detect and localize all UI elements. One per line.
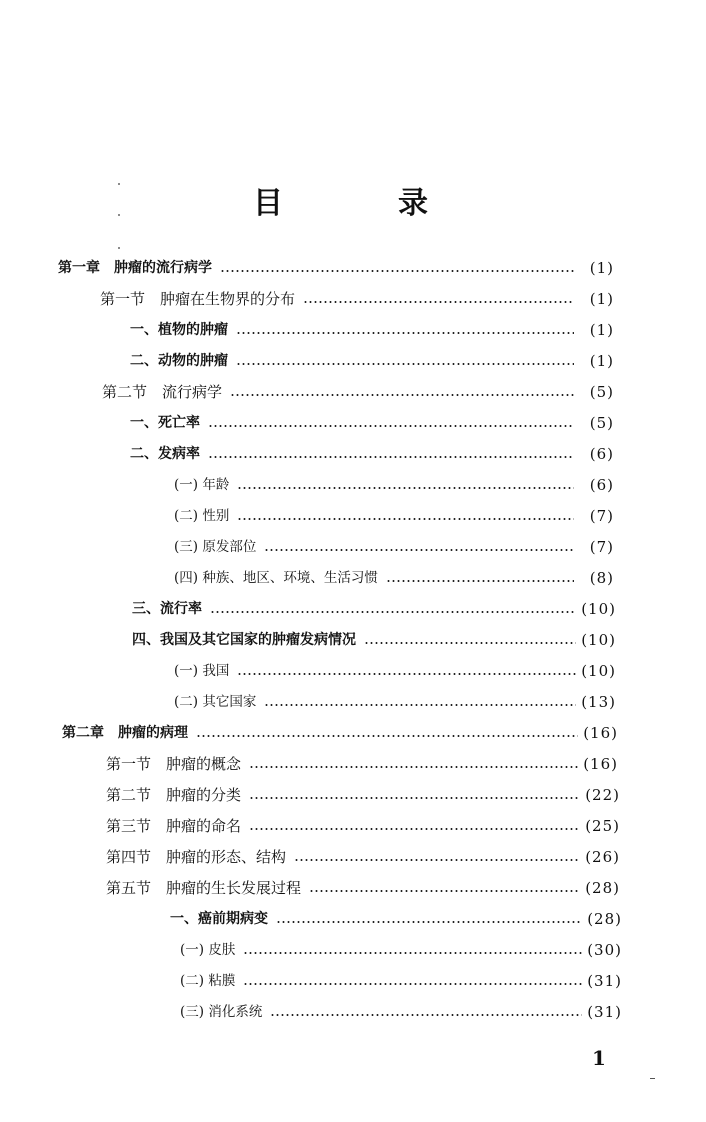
toc-entry[interactable] [102,381,614,403]
toc-entry-label: 第二节 流行病学 [102,383,223,401]
toc-entry-label: (一) 我国 [174,663,230,679]
dot-leader [236,362,574,366]
dot-leader [249,796,580,800]
toc-entry-page: (1) [589,321,614,339]
toc-entry[interactable] [132,598,616,620]
title-char-mu: 目 [253,186,283,221]
toc-entry-page: (22) [585,786,620,804]
dot-leader [230,393,574,397]
title-char-lu: 录 [398,186,428,221]
toc-entry-label: (二) 其它国家 [174,694,257,710]
dot-leader [208,455,574,459]
toc-entry[interactable] [174,505,614,527]
dot-leader [276,920,582,924]
toc-entry-page: (25) [585,817,620,835]
toc-entry-page: (26) [585,848,620,866]
dot-leader [386,579,574,583]
toc-entry-page: (7) [589,507,614,525]
toc-entry-page: (13) [581,693,616,711]
toc-entry[interactable] [174,536,614,558]
toc-entry-page: (7) [589,538,614,556]
toc-entry-label: 四、我国及其它国家的肿瘤发病情况 [132,632,356,648]
toc-entry-label: 第四节 肿瘤的形态、结构 [106,848,287,866]
toc-entry-label: 一、癌前期病变 [170,911,268,927]
dot-leader [264,703,576,707]
toc-entry-label: (二) 性别 [174,508,230,524]
dot-leader [243,951,582,955]
toc-entry-label: 第一章 肿瘤的流行病学 [58,260,212,276]
dot-leader [294,858,580,862]
toc-entry-label: (四) 种族、地区、环境、生活习惯 [174,570,378,586]
toc-entry-page: (1) [589,290,614,308]
toc-entry-label: (一) 皮肤 [180,942,236,958]
dot-leader [249,765,578,769]
toc-entry-page: (6) [589,476,614,494]
dot-leader [208,424,574,428]
dot-leader [303,300,574,304]
toc-entry[interactable] [106,753,618,775]
toc-entry[interactable] [62,722,618,744]
toc-entry[interactable] [180,1001,622,1023]
toc-entry-label: 二、发病率 [130,446,200,462]
toc-entry[interactable] [174,660,616,682]
toc-entry[interactable] [170,908,622,930]
toc-entry[interactable] [106,784,620,806]
toc-entry[interactable] [106,846,620,868]
toc-entry-page: (1) [589,259,614,277]
toc-entry-page: (6) [589,445,614,463]
toc-entry[interactable] [130,319,614,341]
dot-leader [236,331,574,335]
toc-entry-page: (28) [585,879,620,897]
toc-entry-page: (10) [581,662,616,680]
toc-entry-label: (二) 粘膜 [180,973,236,989]
toc-entry[interactable] [174,474,614,496]
toc-entry-page: (30) [587,941,622,959]
toc-entry-label: 二、动物的肿瘤 [130,353,228,369]
toc-entry-label: 第一节 肿瘤的概念 [106,755,242,773]
toc-entry[interactable] [58,257,614,279]
toc-entry-page: (10) [581,631,616,649]
toc-entry[interactable] [106,815,620,837]
toc-entry-label: (三) 原发部位 [174,539,257,555]
toc-entry-label: (三) 消化系统 [180,1004,263,1020]
dot-leader [264,548,574,552]
toc-entry-page: (5) [589,414,614,432]
dot-leader [270,1013,582,1017]
toc-entry-page: (8) [589,569,614,587]
toc-entry-label: 第三节 肿瘤的命名 [106,817,242,835]
toc-entry-page: (1) [589,352,614,370]
toc-entry[interactable] [180,939,622,961]
dot-leader [364,641,576,645]
toc-entry-label: 第五节 肿瘤的生长发展过程 [106,879,302,897]
toc-entry-page: (10) [581,600,616,618]
toc-entry[interactable] [130,443,614,465]
dot-leader [210,610,576,614]
toc-entry-label: 三、流行率 [132,601,202,617]
toc-entry[interactable] [174,691,616,713]
dot-leader [237,517,574,521]
toc-title [0,184,706,224]
toc-entry[interactable] [132,629,616,651]
scan-mark [650,1078,655,1079]
dot-leader [196,734,578,738]
toc-entry-page: (16) [583,724,618,742]
toc-entry-page: (31) [587,972,622,990]
toc-entry-page: (28) [587,910,622,928]
toc-entry-page: (5) [589,383,614,401]
page-number: 1 [592,1046,606,1070]
dot-leader [309,889,580,893]
dot-leader [220,269,574,273]
toc-entry[interactable] [174,567,614,589]
toc-entry[interactable] [130,350,614,372]
dot-leader [237,672,576,676]
toc-entry-label: 一、植物的肿瘤 [130,322,228,338]
dot-leader [249,827,580,831]
toc-entry[interactable] [106,877,620,899]
toc-entry-label: 一、死亡率 [130,415,200,431]
toc-entry-label: (一) 年龄 [174,477,230,493]
toc-entry-label: 第二章 肿瘤的病理 [62,725,188,741]
dot-leader [243,982,582,986]
toc-entry[interactable] [130,412,614,434]
toc-entry-page: (16) [583,755,618,773]
toc-entry-label: 第二节 肿瘤的分类 [106,786,242,804]
toc-entry[interactable] [180,970,622,992]
dot-leader [237,486,574,490]
toc-entry[interactable] [100,288,614,310]
toc-entry-page: (31) [587,1003,622,1021]
toc-entry-label: 第一节 肿瘤在生物界的分布 [100,290,296,308]
